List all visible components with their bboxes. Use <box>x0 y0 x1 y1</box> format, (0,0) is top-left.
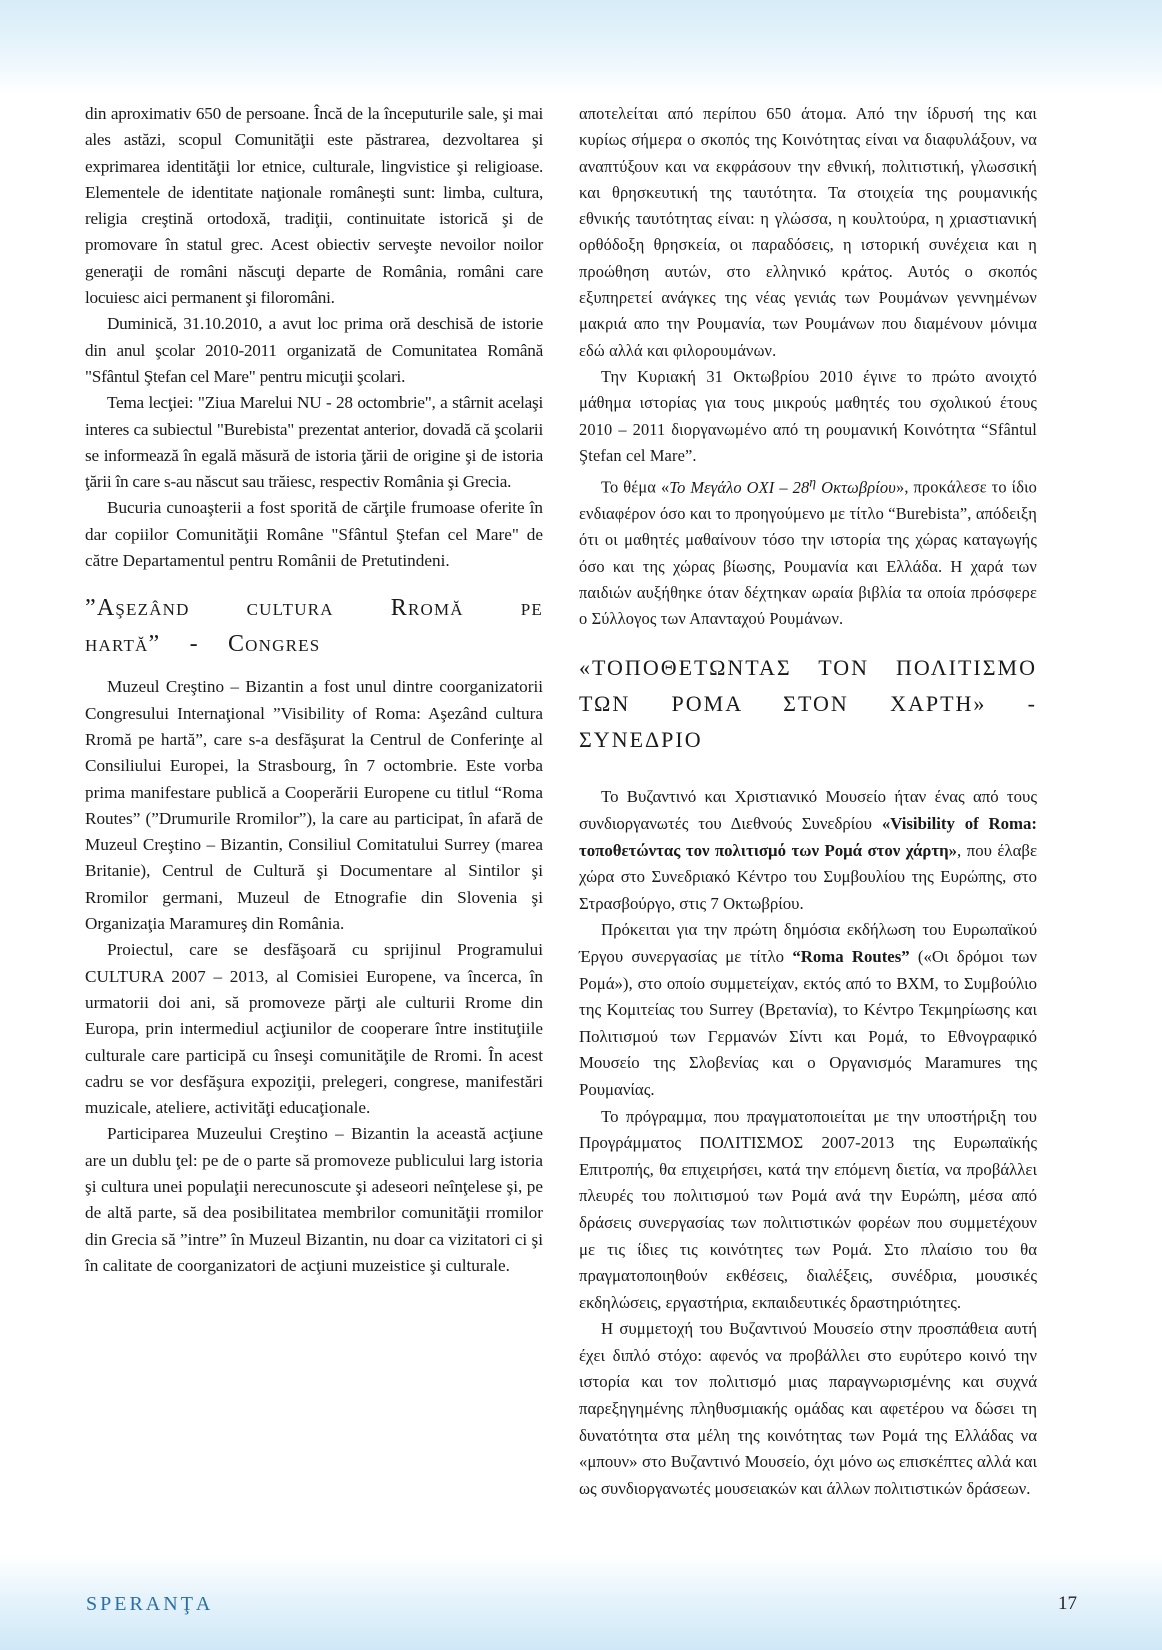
text-span: Το Μεγάλο ΟΧΙ – 28 <box>669 477 810 497</box>
paragraph <box>579 784 1037 917</box>
paragraph <box>579 469 1037 632</box>
superscript: η <box>809 474 817 490</box>
bold-title: “Roma Routes” <box>792 946 910 966</box>
text-span: , που έλαβε χώρα στο Συνεδριακό Κέντρο του Συμβουλίου της Ευρώπης, στο Στρασβούργο, στις 7 Οκτωβρίου. <box>579 840 1037 913</box>
text-span: Οκτωβρίου <box>816 477 896 497</box>
text-span: Πρόκειται για την πρώτη δημόσια εκδήλωση του Ευρωπαϊκού Έργου συνεργασίας με τίτλο <box>579 920 1037 966</box>
paragraph: Proiectul, care se desfăşoară cu sprijinul Programului CULTURA 2007 – 2013, al Comisiei Europene, va încerca, în urmatorii doi ani, să promoveze părţi ale culturii Rrome din Europa, prin intermediul acţiunilor de cooperare între instituţiile culturale care participă cu înseşi comunităţile de Rromi. În acest cadru se vor desfăşura expoziţii, prelegeri, congrese, manifestări muzicale, ateliere, activităţi educaţionale. <box>85 940 543 1118</box>
italic-title <box>669 474 896 497</box>
paragraph: Muzeul Creştino – Bizantin a fost unul dintre coorganizatorii Congresului Internaţional ”Visibility of Roma: Aşezând cultura Rromă pe hartă”, care s-a desfăşurat la Centrul de Conferinţe al Consiliului Europei, la Strasbourg, în 7 octombrie. Este vorba prima manifestare publică a Cooperării Europene cu titlul “Roma Routes” (”Drumurile Rromilor”), la care au participat, în afară de Muzeul Creştino – Bizantin, Consiliul Comitatului Surrey (marea Britanie), Centrul de Cultură şi Documentare al Sintilor şi Rromilor germani, Muzeul de Etnografie din Slovenia şi Organizaţia Maramureş din România. <box>85 677 543 934</box>
magazine-brand: SPERANŢA <box>86 1593 214 1615</box>
text-span: Το θέμα « <box>601 477 670 497</box>
section-heading: «ΤΟΠΟΘΕΤΩΝΤΑΣ ΤΟΝ ΠΟΛΙΤΙΣΜΟ ΤΩΝ ΡΟΜΑ ΣΤΟΝ ΧΑΡΤΗ» - ΣΥΝΕΔΡΙΟ <box>579 655 1037 753</box>
paragraph: αποτελείται από περίπου 650 άτομα. Από την ίδρυσή της και κυρίως σήμερα ο σκοπός της Κοινότητας είναι να διαφυλάξουν, να αναπτύξουν και να εκφράσουν την εθνική, πολιτιστική, γλωσσική και θρησκευτική της ταυτότητα. Τα στοιχεία της ρουμανικής εθνικής ταυτότητας είναι: η γλώσσα, η κουλτούρα, η χριαστιανική ορθόδοξη θρησκεία, οι παραδόσεις, η ιστορική συνέχεια και η προώθηση αυτών, στο ελληνικό κράτος. Αυτός ο σκοπός εξυπηρετεί ανάγκες της νέας γενιάς των Ρουμάνων γεννημένων μακριά απο την Ρουμανία, των Ρουμάνων που διαμένουν μόνιμα εδώ αλλά και φιλορουμάνων. <box>579 104 1037 360</box>
left-column-romanian <box>85 101 543 1279</box>
paragraph: Tema lecţiei: "Ziua Marelui NU - 28 octombrie", a stârnit acelaşi interes ca subiectul "Burebista" prezentat anterior, dovadă că şcolarii se informează în egală măsură de istoria ţării de origine şi de istoria ţării în care s-au născut sau trăiesc, respectiv România şi Grecia. <box>85 393 543 492</box>
text-span: », προκάλεσε το ίδιο ενδιαφέρον όσο και το προηγούμενο με τίτλο “Burebista”, απόδειξη ότι οι μαθητές μαθαίνουν τόσο την ιστορία της χώρας καταγωγής όσο και της χώρας βίωσης, Ρουμανία και Ελλάδα. Η χαρά των παιδιών αυξήθηκε όταν δέχτηκαν ωραία βιβλία τα οποία πρόσφερε ο Σύλλογος των Απανταχού Ρουμάνων. <box>579 477 1038 629</box>
paragraph <box>579 917 1037 1103</box>
section-heading: ”Aşezând cultura Rromă pe hartă” - Congres <box>85 595 543 658</box>
paragraph: Duminică, 31.10.2010, a avut loc prima oră deschisă de istorie din anul şcolar 2010-2011 organizată de Comunitatea Română "Sfântul Ştefan cel Mare" pentru micuţii şcolari. <box>85 314 543 386</box>
paragraph: Το πρόγραμμα, που πραγματοποιείται με την υποστήριξη του Προγράμματος ΠΟΛΙΤΙΣΜΟΣ 2007-2013 της Ευρωπαϊκής Επιτροπής, θα επιχειρήσει, κατά την επόμενη διετία, να προβάλλει πλευρές του πολιτισμού των Ρομά ανά την Ευρώπη, μέσα από δράσεις συνεργασίας των πολιτιστικών φορέων που συμμετέχουν με τις ίδιες τις κοινότητες των Ρομά. Στο πλαίσιο του θα πραγματοποιηθούν εκθέσεις, διαλέξεις, συνέδρια, μουσικές εκδηλώσεις, εργαστήρια, εκπαιδευτικές δραστηριότητες. <box>579 1106 1037 1312</box>
right-column-greek <box>579 101 1037 1502</box>
text-span: Το Βυζαντινό και Χριστιανικό Μουσείο ήταν ένας από τους συνδιοργανωτές του Διεθνούς Συνεδρίου <box>579 787 1037 833</box>
paragraph: din aproximativ 650 de persoane. Încă de la începuturile sale, şi mai ales astăzi, scopul Comunităţii este păstrarea, dezvoltarea şi exprimarea identităţii lor etnice, culturale, lingvistice şi religioase. Elementele de identitate naţionale româneşti sunt: limba, cultura, religia creştină ortodoxă, tradiţii, continuitate istorică şi de promovare în statul grec. Acest obiectiv serveşte nevoilor noilor generaţii de români născuţi departe de România, români care locuiesc aici permanent şi filoromâni. <box>85 104 543 308</box>
text-span: («Οι δρόμοι των Ρομά»), στο οποίο συμμετείχαν, εκτός από το ΒΧΜ, το Συμβούλιο της Κομιτείας του Surrey (Βρετανία), το Κέντρο Τεκμηρίωσης και Πολιτισμού των Γερμανών Σίντι και Ρομά, το Εθνογραφικό Μουσείο της Σλοβενίας και ο Οργανισμός Maramures της Ρουμανίας. <box>579 946 1038 1099</box>
paragraph: Η συμμετοχή του Βυζαντινού Μουσείο στην προσπάθεια αυτή έχει διπλό στόχο: αφενός να προβάλλει στο ευρύτερο κοινό την ιστορία και τον πολιτισμό μιας παραγνωρισμένης και συχνά παρεξηγημένης πληθυσμιακής ομάδας και αφετέρου να δώσει τη δυνατότητα στα μέλη της κοινότητας των Ρομά της Ελλάδας να «μπουν» στο Βυζαντινό Μουσείο, όχι μόνο ως επισκέπτες αλλά και ως συνδιοργανωτές μουσειακών και άλλων πολιτιστικών δράσεων. <box>579 1319 1037 1498</box>
paragraph: Bucuria cunoaşterii a fost sporită de cărţile frumoase oferite în dar copiilor Comunităţii Române "Sfântul Ştefan cel Mare" de către Departamentul pentru Românii de Pretutindeni. <box>85 498 543 571</box>
header-gradient-band <box>0 0 1162 95</box>
paragraph: Participarea Muzeului Creştino – Bizantin la această acţiune are un dublu ţel: pe de o parte să promoveze publicului larg istoria şi cultura unei populaţii nerecunoscute şi adeseori neînţelese şi, pe de altă parte, să dea posibilitatea membrilor comunităţii rromilor din Grecia să ”intre” în Muzeul Bizantin, nu doar ca vizitatori ci şi în calitate de coorganizatori de acţiuni muzeistice şi culturale. <box>85 1124 543 1275</box>
paragraph: Την Κυριακή 31 Οκτωβρίου 2010 έγινε το πρώτο ανοιχτό μάθημα ιστορίας για τους μικρούς μαθητές του σχολικού έτους 2010 – 2011 διοργανωμένο από τη ρουμανική Κοινότητα “Sfântul Ştefan cel Mare”. <box>579 366 1037 465</box>
page-number: 17 <box>1058 1593 1077 1614</box>
bold-title: «Visibility of Roma: τοποθετώντας τον πολιτισμό των Ρομά στον χάρτη» <box>579 814 1037 860</box>
